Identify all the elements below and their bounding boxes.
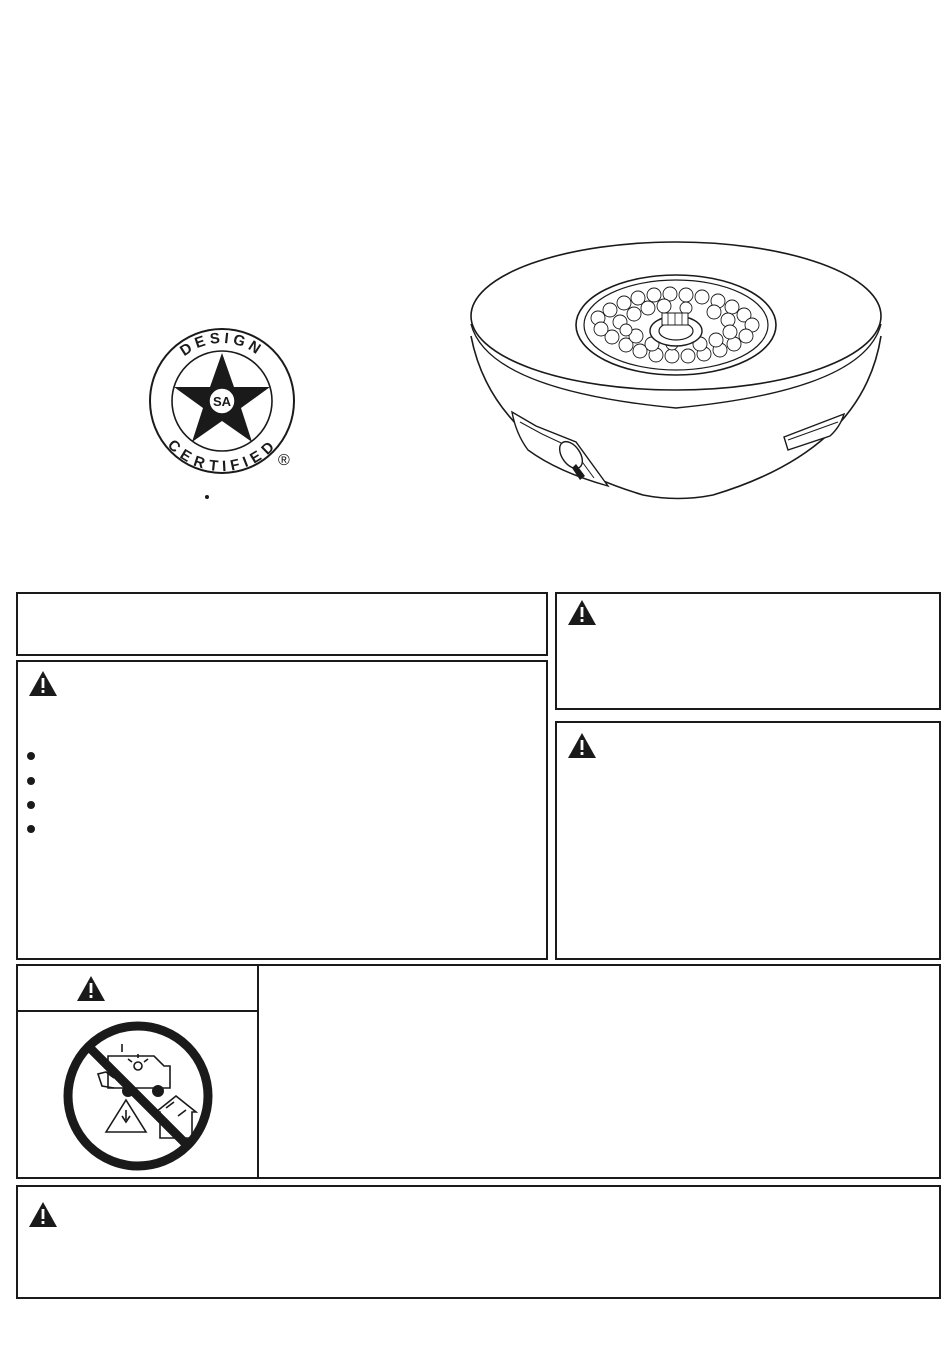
seal-bottom-text: CERTIFIED [164,436,280,476]
warning-triangle-icon [76,975,106,1002]
notice-box-top-left [16,592,548,656]
seal-top-text: DESIGN [177,329,267,360]
warning-box-mid-right [555,721,941,960]
bullet-dot-icon [27,752,35,760]
fire-bowl-illustration [468,240,888,505]
warning-header-cell [18,966,259,1012]
warning-triangle-icon [567,732,597,759]
pictogram-cell [18,1012,259,1177]
bullet-dot-icon [27,825,35,833]
warning-triangle-icon [28,1201,58,1228]
logo-dot [205,495,209,499]
bullet-dot-icon [27,777,35,785]
warning-box-left [16,660,548,960]
warning-box-bottom [16,1185,941,1299]
svg-text:CERTIFIED [164,436,280,475]
warning-box-top-right [555,592,941,710]
seal-center-mark: SA [212,394,232,409]
warning-triangle-icon [567,599,597,626]
warning-triangle-icon [28,670,58,697]
prohibited-indoor-use-icon [58,1016,218,1176]
registered-mark: ® [278,452,290,469]
indoor-use-warning-box [16,964,941,1179]
bullet-dot-icon [27,801,35,809]
